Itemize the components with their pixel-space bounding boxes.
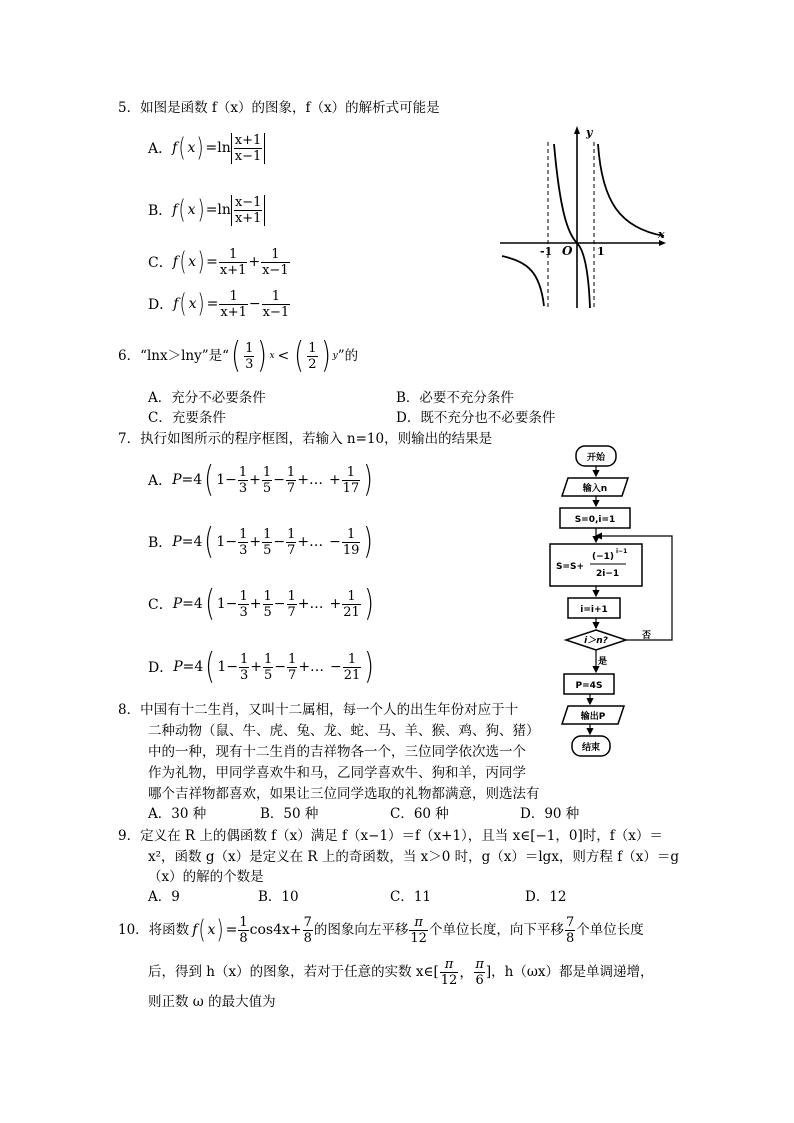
fraction: $\frac{\pi}{12}$: [440, 956, 458, 988]
q5-option-d: D． f ( x ) = $\frac{1}{x+1}$ − $\frac{1}{x-1}$: [148, 288, 290, 320]
q5-function-graph: [498, 122, 670, 310]
fraction: $\frac{1}{3}$: [239, 526, 248, 558]
q9-line-3: （x）的解的个数是: [148, 869, 264, 885]
fraction: $\frac{1}{7}$: [287, 588, 296, 620]
q8-option-b: B．50 种: [260, 806, 319, 822]
q7-stem: 7．执行如图所示的程序框图，若输入 n=10，则输出的结果是: [118, 431, 493, 447]
q8-line-5: 哪个吉祥物都喜欢，如果让三位同学选取的礼物都满意，则选法有: [148, 786, 540, 802]
fraction: $\frac{1}{7}$: [287, 526, 296, 558]
q5-stem: 5．如图是函数 f（x）的图象，f（x）的解析式可能是: [118, 100, 440, 116]
fraction: $\frac{1}{3}$: [239, 588, 248, 620]
flow-start-label: 开始: [586, 453, 606, 463]
flow-output-label: 输出P: [580, 712, 606, 722]
q9-option-b: B．10: [258, 889, 299, 905]
curve-right-branch: [598, 144, 664, 236]
flow-init-label: S=0,i=1: [574, 515, 616, 525]
flow-update-prefix: S=S+: [556, 562, 585, 572]
fraction: $\frac{7}{8}$: [565, 914, 575, 946]
q7-option-a: A． P =4 ( 1 − $\frac{1}{3}$ + $\frac{1}{5}$ − $\frac{1}{7}$ + … + $\frac{1}{17}$ ): [148, 459, 374, 500]
flow-yes-label: 是: [598, 657, 608, 667]
flow-condition-label: i＞n?: [584, 636, 608, 646]
fraction: $\frac{1}{21}$: [343, 651, 361, 683]
q7-option-c: C． P =4 ( 1 − $\frac{1}{3}$ + $\frac{1}{5}$ − $\frac{1}{7}$ + … + $\frac{1}{21}$ ): [148, 583, 374, 624]
flow-update-exponent: i−1: [616, 548, 628, 555]
fraction: $\frac{\pi}{12}$: [410, 914, 427, 946]
fraction: $\frac{1}{x-1}$: [262, 246, 289, 278]
q8-option-d: D．90 种: [520, 806, 580, 822]
q8-option-a: A．30 种: [148, 806, 207, 822]
fraction: $\frac{1}{21}$: [343, 588, 360, 620]
q7-option-d: D． P =4 ( 1 − $\frac{1}{3}$ + $\frac{1}{5}$ − $\frac{1}{7}$ + … − $\frac{1}{21}$ ): [148, 646, 375, 687]
fraction: $\frac{x-1}{x+1}$: [234, 194, 262, 226]
tick-one: 1: [597, 245, 605, 258]
q7-option-b: B． P =4 ( 1 − $\frac{1}{3}$ + $\frac{1}{5}$ − $\frac{1}{7}$ + … − $\frac{1}{19}$ ): [148, 521, 374, 562]
q8-line-2: 二种动物（鼠、牛、虎、兔、龙、蛇、马、羊、猴、鸡、狗、猪）: [148, 723, 540, 739]
fraction: $\frac{1}{8}$: [239, 914, 248, 946]
q8-line-3: 中的一种，现有十二生肖的吉祥物各一个，三位同学依次选一个: [148, 744, 526, 760]
q10-line-1: 10．将函数 f ( x ) = $\frac{1}{8}$ cos4x+ $\frac{7}{8}$ 的图象向左平移 $\frac{\pi}{12}$ 个单位长度，向下平移 $\frac{7}{8}$ 个单位长度: [118, 914, 644, 946]
q6-option-c: C．充要条件: [148, 410, 226, 426]
fraction: $\frac{1}{17}$: [342, 464, 360, 496]
q5-option-b: B． f ( x ) =ln $\frac{x-1}{x+1}$: [148, 190, 265, 230]
q5-option-c: C． f ( x ) = $\frac{1}{x+1}$ + $\frac{1}{x-1}$: [148, 246, 289, 278]
fraction: $\frac{1}{7}$: [288, 651, 297, 683]
q6-option-a: A．充分不必要条件: [148, 390, 266, 406]
flow-no-label: 否: [642, 631, 652, 641]
curve-middle-branch: [554, 144, 590, 308]
q7-flowchart: [548, 442, 678, 760]
fraction: $\frac{1}{5}$: [263, 588, 272, 620]
flow-update-denominator: 2i−1: [596, 569, 620, 579]
q8-option-c: C．60 种: [390, 806, 449, 822]
q9-line-2: x²，函数 g（x）是定义在 R 上的奇函数，当 x＞0 时，g（x）＝lgx，则方程 f（x）＝g: [148, 849, 679, 865]
q8-line-1: 8．中国有十二生肖，又叫十二属相，每一个人的出生年份对应于十: [118, 702, 519, 718]
fraction: $\frac{1}{5}$: [263, 526, 272, 558]
fraction: $\frac{1}{5}$: [264, 651, 273, 683]
tick-neg-one: -1: [540, 245, 553, 258]
q10-line-3: 则正数 ω 的最大值为: [148, 994, 276, 1010]
flow-update-numerator: (−1): [592, 552, 615, 562]
flow-input-label: 输入n: [582, 484, 608, 494]
q9-option-a: A．9: [148, 889, 180, 905]
q8-line-4: 作为礼物，甲同学喜欢牛和马，乙同学喜欢牛、狗和羊，丙同学: [148, 765, 526, 781]
fraction: $\frac{1}{x+1}$: [219, 246, 247, 278]
q9-option-d: D．12: [525, 889, 567, 905]
flow-end-label: 结束: [581, 743, 601, 753]
flow-increment-label: i=i+1: [580, 605, 608, 615]
fraction: $\frac{1}{2}$: [308, 340, 317, 372]
q9-line-1: 9．定义在 R 上的偶函数 f（x）满足 f（x−1）＝f（x+1），且当 x∈[−1，0]时，f（x）＝: [118, 828, 663, 844]
fraction: $\frac{1}{7}$: [286, 464, 296, 496]
fraction: $\frac{x+1}{x-1}$: [234, 132, 262, 164]
q9-option-c: C．11: [390, 889, 432, 905]
fraction: $\frac{1}{5}$: [262, 464, 272, 496]
fraction: $\frac{1}{3}$: [240, 651, 249, 683]
abs-value: [231, 195, 266, 226]
fraction: $\frac{1}{19}$: [342, 526, 360, 558]
q10-line-2: 后，得到 h（x）的图象，若对于任意的实数 x∈[ $\frac{\pi}{12}$ ， $\frac{\pi}{6}$ ]，h（ωx）都是单调递增，: [148, 956, 654, 988]
origin-label: O: [562, 244, 573, 258]
q6-stem: 6．“lnx＞lny”是“ ( $\frac{1}{3}$ ) x < ( $\frac{1}{2}$ ) y ”的: [118, 335, 359, 376]
q6-option-d: D．既不充分也不必要条件: [396, 410, 556, 426]
fraction: $\frac{7}{8}$: [303, 914, 312, 946]
fraction: $\frac{1}{3}$: [245, 340, 254, 372]
fraction: $\frac{1}{3}$: [238, 464, 248, 496]
fraction: $\frac{1}{x+1}$: [220, 288, 247, 320]
fraction: $\frac{1}{x-1}$: [262, 288, 290, 320]
x-axis-label: x: [658, 228, 665, 241]
curve-left-branch: [502, 256, 544, 306]
fraction: $\frac{\pi}{6}$: [475, 956, 484, 988]
flow-assign-label: P=4S: [575, 681, 603, 691]
y-axis-label: y: [586, 126, 593, 139]
y-axis-arrow: [574, 126, 580, 134]
q5-option-a: A． f ( x ) =ln $\frac{x+1}{x-1}$: [148, 128, 265, 168]
q6-option-b: B．必要不充分条件: [396, 390, 514, 406]
abs-value: [231, 133, 266, 164]
